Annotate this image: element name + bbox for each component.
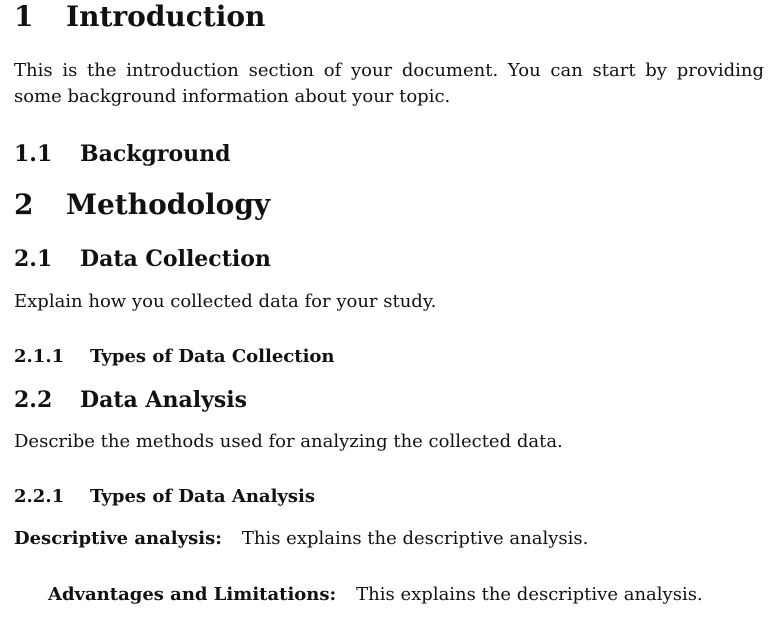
section-title: Methodology [66,188,271,221]
subsection-number: 1.1 [14,141,53,167]
subsection-heading-data-collection [14,247,271,271]
subsection-title: Data Analysis [80,387,247,413]
subparagraph-label: Advantages and Limitations: [48,584,337,605]
section-number: 1 [14,0,34,33]
descriptive-analysis-paragraph [14,526,588,552]
data-collection-paragraph: Explain how you collected data for your study. [14,291,437,312]
section-heading-methodology [14,190,270,221]
subsection-title: Data Collection [80,246,271,272]
subparagraph-text: This explains the descriptive analysis. [356,584,703,605]
advantages-limitations-subparagraph [48,582,703,608]
subsubsection-number: 2.2.1 [14,486,65,507]
subsection-number: 2.1 [14,246,53,272]
section-number: 2 [14,188,34,221]
introduction-paragraph: This is the introduction section of your document. You can start by providing some background information about your topic. [14,60,764,107]
section-heading-introduction [14,2,265,33]
section-title: Introduction [66,0,266,33]
subsubsection-heading-types-of-data-analysis [14,487,315,507]
subsubsection-heading-types-of-data-collection [14,347,335,367]
subsubsection-title: Types of Data Collection [90,346,335,367]
subsubsection-title: Types of Data Analysis [90,486,315,507]
paragraph-text: This explains the descriptive analysis. [241,528,589,549]
subsection-number: 2.2 [14,387,53,413]
paragraph-label: Descriptive analysis: [14,528,222,549]
subsection-title: Background [80,141,231,167]
data-analysis-paragraph: Describe the methods used for analyzing the collected data. [14,431,563,452]
subsection-heading-background [14,142,231,166]
subsection-heading-data-analysis [14,388,247,412]
subsubsection-number: 2.1.1 [14,346,65,367]
